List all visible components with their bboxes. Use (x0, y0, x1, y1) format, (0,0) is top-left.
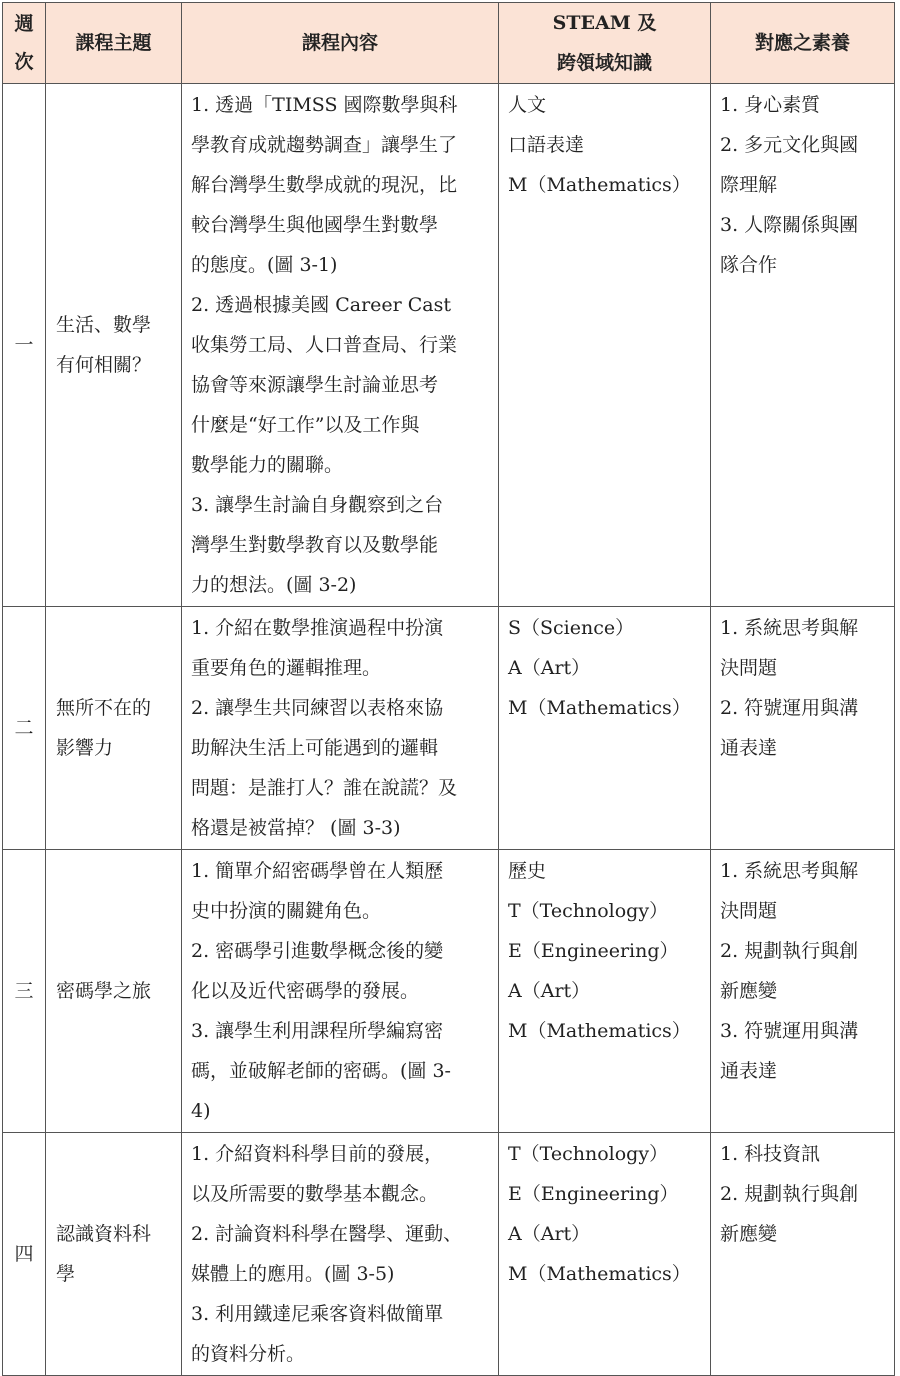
content-line: 4) (191, 1100, 211, 1122)
table-row (3, 84, 895, 607)
literacy-line: 1. 身心素質 (720, 94, 821, 116)
content-line: 什麼是“好工作”以及工作與 (191, 414, 420, 436)
header-literacy: 對應之素養 (711, 3, 895, 84)
literacy-cell (711, 1133, 895, 1376)
steam-cell (499, 850, 711, 1133)
content-line: 碼，並破解老師的密碼。(圖 3- (191, 1060, 451, 1082)
steam-line: S（Science） (508, 617, 635, 639)
table-row (3, 1133, 895, 1376)
content-line: 學教育成就趨勢調查」讓學生了 (191, 134, 458, 156)
literacy-line: 2. 多元文化與國 (720, 134, 859, 156)
content-line: 3. 讓學生討論自身觀察到之台 (191, 494, 444, 516)
topic-cell (46, 1133, 182, 1376)
header-row (3, 3, 895, 84)
content-cell (182, 607, 499, 850)
literacy-line: 通表達 (720, 737, 778, 759)
week-cell: 一 (3, 84, 46, 607)
content-line: 2. 透過根據美國 Career Cast (191, 294, 452, 316)
content-line: 3. 讓學生利用課程所學編寫密 (191, 1020, 444, 1042)
topic-line: 無所不在的 (56, 697, 152, 719)
topic-line: 影響力 (56, 737, 114, 759)
week-cell: 二 (3, 607, 46, 850)
content-line: 協會等來源讓學生討論並思考 (191, 374, 439, 396)
topic-line: 認識資料科 (56, 1223, 152, 1245)
header-week (3, 3, 46, 84)
steam-line: M（Mathematics） (508, 1263, 691, 1285)
topic-cell (46, 84, 182, 607)
topic-line: 密碼學之旅 (56, 980, 152, 1002)
literacy-line: 決問題 (720, 657, 778, 679)
literacy-line: 通表達 (720, 1060, 778, 1082)
table-row (3, 607, 895, 850)
content-line: 的態度。(圖 3-1) (191, 254, 338, 276)
header-steam-line: 跨領域知識 (556, 52, 652, 74)
header-steam-line: STEAM 及 (552, 12, 657, 34)
topic-cell (46, 607, 182, 850)
header-steam (499, 3, 711, 84)
content-line: 較台灣學生與他國學生對數學 (191, 214, 439, 236)
literacy-line: 3. 人際關係與團 (720, 214, 859, 236)
steam-line: M（Mathematics） (508, 174, 691, 196)
content-cell (182, 850, 499, 1133)
week-cell: 三 (3, 850, 46, 1133)
header-week-line: 次 (14, 51, 34, 73)
course-table (2, 2, 895, 1376)
content-line: 灣學生對數學教育以及數學能 (191, 534, 439, 556)
literacy-line: 2. 規劃執行與創 (720, 1183, 859, 1205)
topic-line: 學 (56, 1263, 76, 1285)
steam-line: T（Technology） (508, 1143, 669, 1165)
header-week-line: 週 (14, 13, 34, 35)
steam-cell (499, 84, 711, 607)
steam-cell (499, 1133, 711, 1376)
content-line: 3. 利用鐵達尼乘客資料做簡單 (191, 1303, 444, 1325)
literacy-line: 決問題 (720, 900, 778, 922)
topic-cell (46, 850, 182, 1133)
content-line: 重要角色的邏輯推理。 (191, 657, 382, 679)
content-line: 2. 讓學生共同練習以表格來協 (191, 697, 444, 719)
content-line: 的資料分析。 (191, 1343, 306, 1365)
literacy-cell (711, 850, 895, 1133)
steam-line: A（Art） (508, 1223, 591, 1245)
steam-line: 人文 (508, 94, 547, 116)
topic-line: 生活、數學 (56, 314, 152, 336)
content-line: 格還是被當掉？ (圖 3-3) (191, 817, 401, 839)
steam-line: 歷史 (508, 860, 547, 882)
content-line: 化以及近代密碼學的發展。 (191, 980, 420, 1002)
content-cell (182, 1133, 499, 1376)
content-line: 1. 透過「TIMSS 國際數學與科 (191, 94, 458, 116)
content-line: 1. 簡單介紹密碼學曾在人類歷 (191, 860, 444, 882)
topic-line: 有何相關？ (56, 354, 152, 376)
content-line: 解台灣學生數學成就的現況，比 (191, 174, 458, 196)
steam-line: T（Technology） (508, 900, 669, 922)
content-line: 力的想法。(圖 3-2) (191, 574, 357, 596)
content-line: 史中扮演的關鍵角色。 (191, 900, 382, 922)
literacy-cell (711, 84, 895, 607)
steam-cell (499, 607, 711, 850)
content-line: 媒體上的應用。(圖 3-5) (191, 1263, 395, 1285)
header-content: 課程內容 (182, 3, 499, 84)
table-row (3, 850, 895, 1133)
literacy-line: 1. 系統思考與解 (720, 617, 859, 639)
content-line: 2. 討論資料科學在醫學、運動、 (191, 1223, 463, 1245)
content-line: 問題：是誰打人？誰在說謊？及 (191, 777, 458, 799)
literacy-line: 際理解 (720, 174, 778, 196)
steam-line: A（Art） (508, 657, 591, 679)
content-cell (182, 84, 499, 607)
content-line: 1. 介紹在數學推演過程中扮演 (191, 617, 444, 639)
steam-line: M（Mathematics） (508, 1020, 691, 1042)
steam-line: M（Mathematics） (508, 697, 691, 719)
week-cell: 四 (3, 1133, 46, 1376)
literacy-cell (711, 607, 895, 850)
steam-line: 口語表達 (508, 134, 585, 156)
literacy-line: 3. 符號運用與溝 (720, 1020, 859, 1042)
literacy-line: 隊合作 (720, 254, 778, 276)
literacy-line: 新應變 (720, 1223, 778, 1245)
literacy-line: 2. 符號運用與溝 (720, 697, 859, 719)
content-line: 2. 密碼學引進數學概念後的變 (191, 940, 444, 962)
content-line: 1. 介紹資料科學目前的發展， (191, 1143, 444, 1165)
steam-line: E（Engineering） (508, 1183, 679, 1205)
literacy-line: 1. 科技資訊 (720, 1143, 821, 1165)
content-line: 數學能力的關聯。 (191, 454, 344, 476)
literacy-line: 2. 規劃執行與創 (720, 940, 859, 962)
content-line: 收集勞工局、人口普查局、行業 (191, 334, 458, 356)
literacy-line: 新應變 (720, 980, 778, 1002)
literacy-line: 1. 系統思考與解 (720, 860, 859, 882)
steam-line: A（Art） (508, 980, 591, 1002)
header-topic: 課程主題 (46, 3, 182, 84)
steam-line: E（Engineering） (508, 940, 679, 962)
content-line: 助解決生活上可能遇到的邏輯 (191, 737, 439, 759)
table-body (3, 84, 895, 1376)
content-line: 以及所需要的數學基本觀念。 (191, 1183, 439, 1205)
